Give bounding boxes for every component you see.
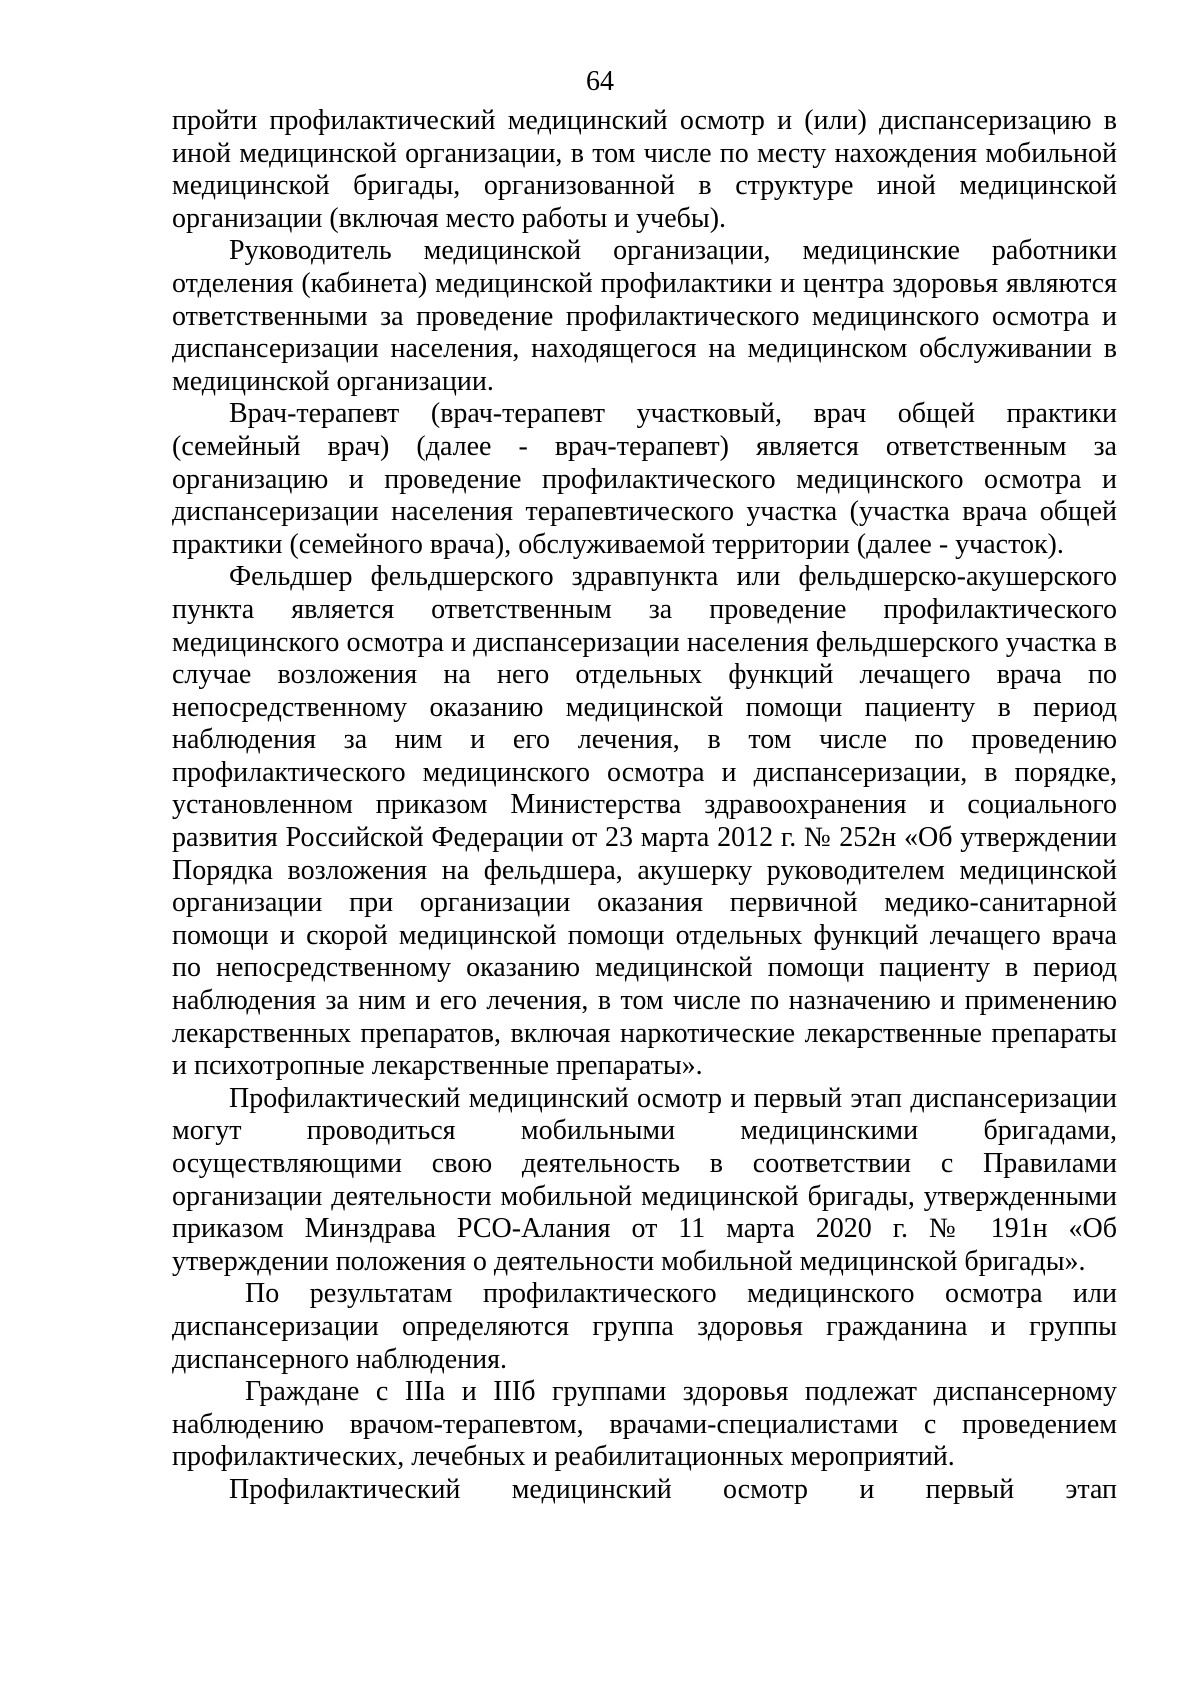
paragraph-trailing: Профилактический медицинский осмотр и первый этап <box>229 1473 1117 1505</box>
paragraph-continuation: пройти профилактический медицинский осмотр и (или) диспансеризацию в иной медицинской организации, в том числе по месту нахождения мобильной медицинской бригады, организованной в структуре иной медицинской организации (включая место работы и учебы). <box>172 105 1117 234</box>
paragraph-health-groups: По результатам профилактического медицинского осмотра или диспансеризации определяются группа здоровья гражданина и группы диспансерного наблюдения. <box>172 1278 1117 1375</box>
paragraph-responsible-head: Руководитель медицинской организации, медицинские работники отделения (кабинета) медицинской профилактики и центра здоровья являются ответственными за проведение профилактического медицинского осмотра и диспансеризации населения, находящегося на медицинском обслуживании в медицинской организации. <box>172 235 1117 397</box>
page-number: 64 <box>586 66 614 97</box>
paragraph-therapist: Врач-терапевт (врач-терапевт участковый, врач общей практики (семейный врач) (далее - врач-терапевт) является ответственным за организацию и проведение профилактического медицинского осмотра и диспансеризации населения терапевтического участка (участка врача общей практики (семейного врача), обслуживаемой территории (далее - участок). <box>172 398 1117 560</box>
document-body <box>172 105 1117 1507</box>
paragraph-feldsher: Фельдшер фельдшерского здравпункта или фельдшерско-акушерского пункта является ответственным за проведение профилактического медицинского осмотра и диспансеризации населения фельдшерского участка в случае возложения на него отдельных функций лечащего врача по непосредственному оказанию медицинской помощи пациенту в период наблюдения за ним и его лечения, в том числе по проведению профилактического медицинского осмотра и диспансеризации, в порядке, установленном приказом Министерства здравоохранения и социального развития Российской Федерации от 23 марта 2012 г. № 252н «Об утверждении Порядка возложения на фельдшера, акушерку руководителем медицинской организации при организации оказания первичной медико-санитарной помощи и скорой медицинской помощи отдельных функций лечащего врача по непосредственному оказанию медицинской помощи пациенту в период наблюдения за ним и его лечения, в том числе по назначению и применению лекарственных препаратов, включая наркотические лекарственные препараты и психотропные лекарственные препараты». <box>172 561 1117 1082</box>
paragraph-dispensary-observation: Граждане с IIIа и IIIб группами здоровья подлежат диспансерному наблюдению врачом-терапевтом, врачами-специалистами с проведением профилактических, лечебных и реабилитационных мероприятий. <box>172 1376 1117 1473</box>
paragraph-mobile-brigades: Профилактический медицинский осмотр и первый этап диспансеризации могут проводиться мобильными медицинскими бригадами, осуществляющими свою деятельность в соответствии с Правилами организации деятельности мобильной медицинской бригады, утвержденными приказом Минздрава РСО-Алания от 11 марта 2020 г. № 191н «Об утверждении положения о деятельности мобильной медицинской бригады». <box>172 1082 1117 1277</box>
